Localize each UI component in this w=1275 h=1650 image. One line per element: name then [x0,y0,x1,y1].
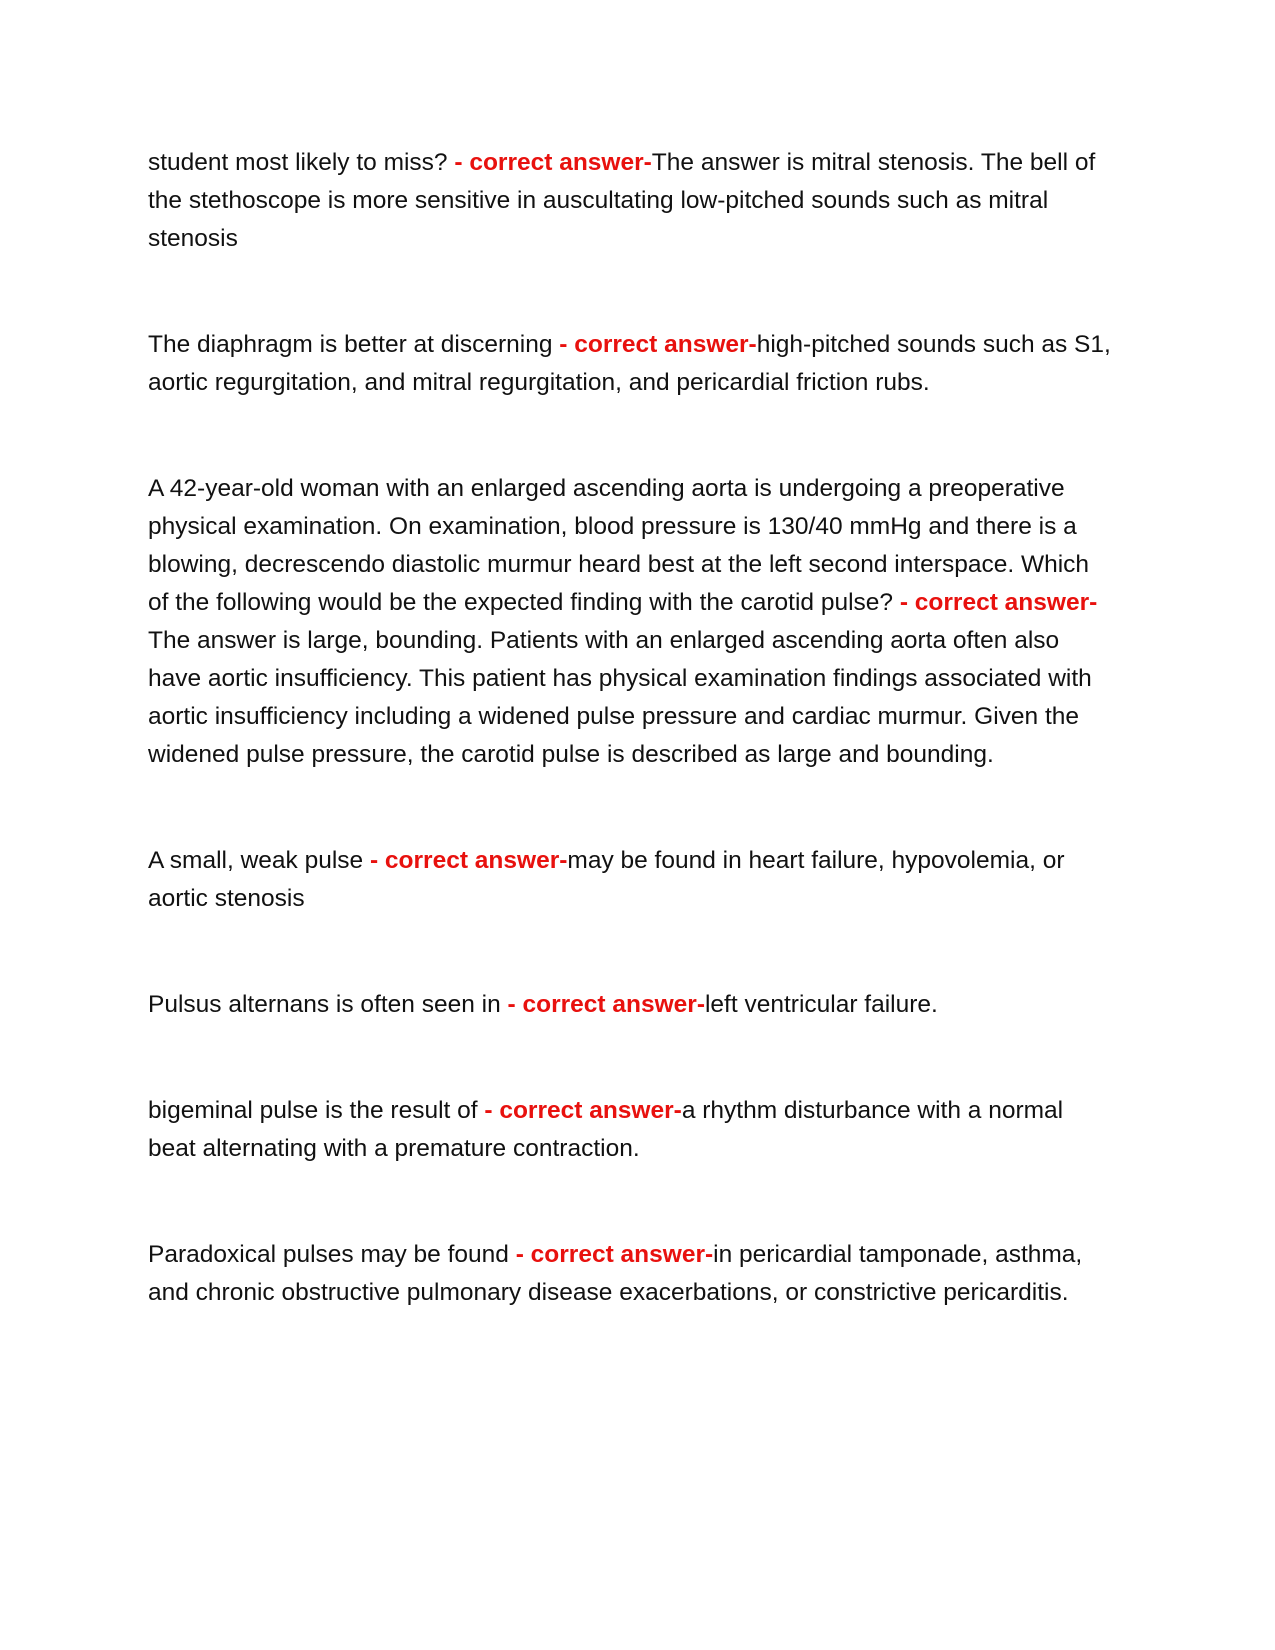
question-text: bigeminal pulse is the result of [148,1097,485,1124]
question-text: Pulsus alternans is often seen in [148,991,508,1018]
document-body [148,144,1113,1380]
question-text: A small, weak pulse [148,847,370,874]
question-text: Paradoxical pulses may be found [148,1241,516,1268]
question-text: student most likely to miss? [148,149,455,176]
answer-text: may be found in heart failure, hypovolemia, or aortic stenosis [148,847,1065,912]
answer-text: a rhythm disturbance with a normal beat alternating with a premature contraction. [148,1097,1064,1162]
qa-entry-6 [148,1092,1113,1168]
answer-text: left ventricular failure. [704,991,938,1018]
answer-text: in pericardial tamponade, asthma, and chronic obstructive pulmonary disease exacerbations, or constrictive pericarditis. [148,1241,1083,1306]
answer-marker: - correct answer- [559,331,757,358]
answer-text: The answer is large, bounding. Patients with an enlarged ascending aorta often also have aortic insufficiency. This patient has physical examination findings associated with aortic insufficiency including a widened pulse pressure and cardiac murmur. Given the widened pulse pressure, the carotid pulse is described as large and bounding. [148,627,1092,768]
answer-marker: - correct answer- [484,1097,682,1124]
qa-entry-7 [148,1236,1113,1312]
question-text: The diaphragm is better at discerning [148,331,560,358]
qa-entry-5 [148,986,1113,1024]
question-text: A 42-year-old woman with an enlarged ascending aorta is undergoing a preoperative physical examination. On examination, blood pressure is 130/40 mmHg and there is a blowing, decrescendo diastolic murmur heard best at the left second interspace. Which of the following would be the expected finding with the carotid pulse? [148,475,1090,616]
answer-marker: - correct answer- [507,991,705,1018]
answer-marker: - correct answer- [369,847,568,874]
qa-entry-3 [148,470,1113,774]
qa-entry-4 [148,842,1113,918]
answer-marker: - correct answer- [899,589,1098,616]
answer-text: high-pitched sounds such as S1, aortic regurgitation, and mitral regurgitation, and pericardial friction rubs. [148,331,1111,396]
answer-marker: - correct answer- [454,149,652,176]
answer-text: The answer is mitral stenosis. The bell of the stethoscope is more sensitive in auscultating low-pitched sounds such as mitral stenosis [148,149,1096,252]
qa-entry-2 [148,326,1113,402]
answer-marker: - correct answer- [515,1241,714,1268]
qa-entry-1 [148,144,1113,258]
